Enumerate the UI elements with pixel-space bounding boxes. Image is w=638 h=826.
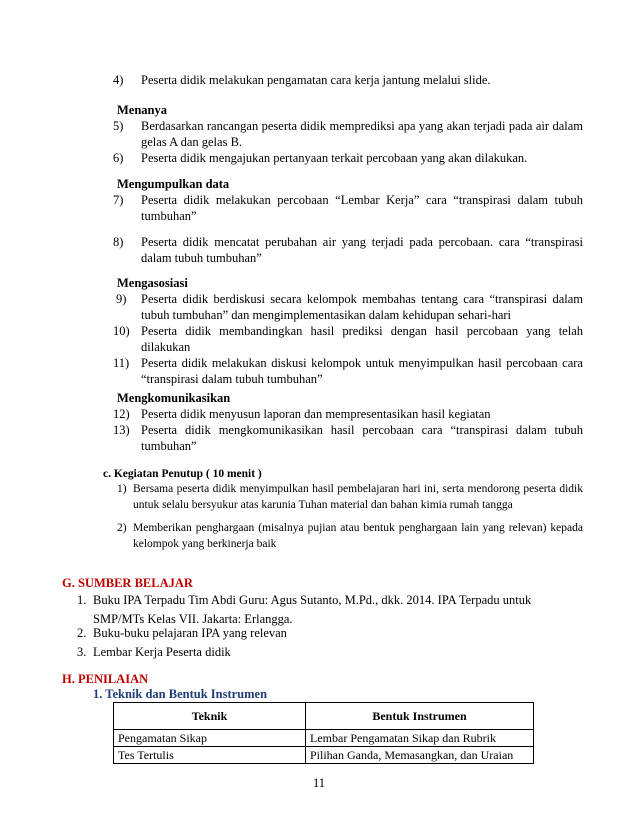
list-item [113, 406, 583, 422]
item-text: Buku IPA Terpadu Tim Abdi Guru: Agus Sutanto, M.Pd., dkk. 2014. IPA Terpadu untuk [93, 593, 532, 607]
list-item [113, 422, 583, 454]
item-number: 9) [116, 292, 127, 306]
item-number: 4) [113, 73, 124, 87]
heading-menanya: Menanya [117, 103, 167, 117]
item-text: Peserta didik melakukan pengamatan cara kerja jantung melalui slide. [141, 73, 491, 87]
heading-mengkomunikasikan: Mengkomunikasikan [117, 391, 231, 405]
item-text: Memberikan penghargaan (misalnya pujian atau bentuk penghargaan lain yang relevan) kepada kelompok yang berkinerja baik [133, 522, 583, 550]
list-item [113, 234, 583, 266]
item-number: 2) [117, 522, 127, 534]
item-text: Bersama peserta didik menyimpulkan hasil pembelajaran hari ini, serta mendorong peserta didik untuk selalu bersyukur atas karunia Tuhan material dan bahan kimia rumah tangga [133, 483, 583, 511]
section-title-penilaian: H. PENILAIAN [62, 672, 149, 686]
list-item [77, 643, 577, 662]
column-header-bentuk: Bentuk Instrumen [306, 703, 534, 730]
item-number: 2. [77, 626, 87, 640]
section-title-sumber: G. SUMBER BELAJAR [62, 576, 193, 590]
item-text: Peserta didik mengkomunikasikan hasil percobaan cara “transpirasi dalam tubuh tumbuhan” [141, 423, 583, 453]
table-cell: Lembar Pengamatan Sikap dan Rubrik [306, 730, 534, 747]
instrument-table [113, 702, 534, 764]
item-number: 1. [77, 593, 87, 607]
item-number: 1) [117, 483, 127, 495]
item-text: Lembar Kerja Peserta didik [93, 645, 231, 659]
item-text: Peserta didik membandingkan hasil prediksi dengan hasil percobaan yang telah dilakukan [141, 324, 583, 354]
item-number: 8) [113, 235, 124, 249]
item-number: 3. [77, 645, 87, 659]
item-text: Peserta didik berdiskusi secara kelompok membahas tentang cara “transpirasi dalam tubuh tumbuhan” dan mengimplementasikan dalam kehidupan sehari-hari [141, 292, 583, 322]
list-item [113, 355, 583, 387]
list-item [113, 118, 583, 150]
list-item [77, 624, 577, 643]
list-item [113, 150, 583, 166]
list-item [113, 192, 583, 224]
item-number: 13) [113, 423, 130, 437]
item-text: Peserta didik mengajukan pertanyaan terkait percobaan yang akan dilakukan. [141, 151, 528, 165]
heading-mengasosiasi: Mengasosiasi [117, 276, 188, 290]
heading-penutup: c. Kegiatan Penutup ( 10 menit ) [103, 468, 262, 480]
list-item [113, 72, 583, 88]
list-item [117, 482, 583, 513]
table-cell: Pilihan Ganda, Memasangkan, dan Uraian [306, 747, 534, 764]
subsection-title: 1. Teknik dan Bentuk Instrumen [93, 687, 268, 701]
item-number: 6) [113, 151, 124, 165]
item-number: 5) [113, 119, 124, 133]
table-row [114, 730, 534, 747]
column-header-teknik: Teknik [114, 703, 306, 730]
table-cell: Tes Tertulis [114, 747, 306, 764]
heading-mengumpulkan: Mengumpulkan data [117, 177, 230, 191]
item-number: 12) [113, 407, 130, 421]
item-number: 10) [113, 324, 130, 338]
list-item [113, 323, 583, 355]
table-header-row [114, 703, 534, 730]
item-text: Buku-buku pelajaran IPA yang relevan [93, 626, 287, 640]
item-text: Berdasarkan rancangan peserta didik memprediksi apa yang akan terjadi pada air dalam gelas A dan gelas B. [141, 119, 583, 149]
item-text: Peserta didik mencatat perubahan air yang terjadi pada percobaan. cara “transpirasi dalam tubuh tumbuhan” [141, 235, 583, 265]
table-row [114, 747, 534, 764]
list-item [117, 521, 583, 552]
item-text: Peserta didik melakukan diskusi kelompok untuk menyimpulkan hasil percobaan cara “transpirasi dalam tubuh tumbuhan” [141, 356, 583, 386]
item-number: 11) [113, 356, 130, 370]
item-text: SMP/MTs Kelas VII. Jakarta: Erlangga. [93, 612, 293, 626]
item-number: 7) [113, 193, 124, 207]
table-cell: Pengamatan Sikap [114, 730, 306, 747]
page-number: 11 [312, 776, 326, 790]
item-text: Peserta didik melakukan percobaan “Lembar Kerja” cara “transpirasi dalam tubuh tumbuhan” [141, 193, 583, 223]
list-item [113, 291, 583, 323]
item-text: Peserta didik menyusun laporan dan mempresentasikan hasil kegiatan [141, 407, 491, 421]
